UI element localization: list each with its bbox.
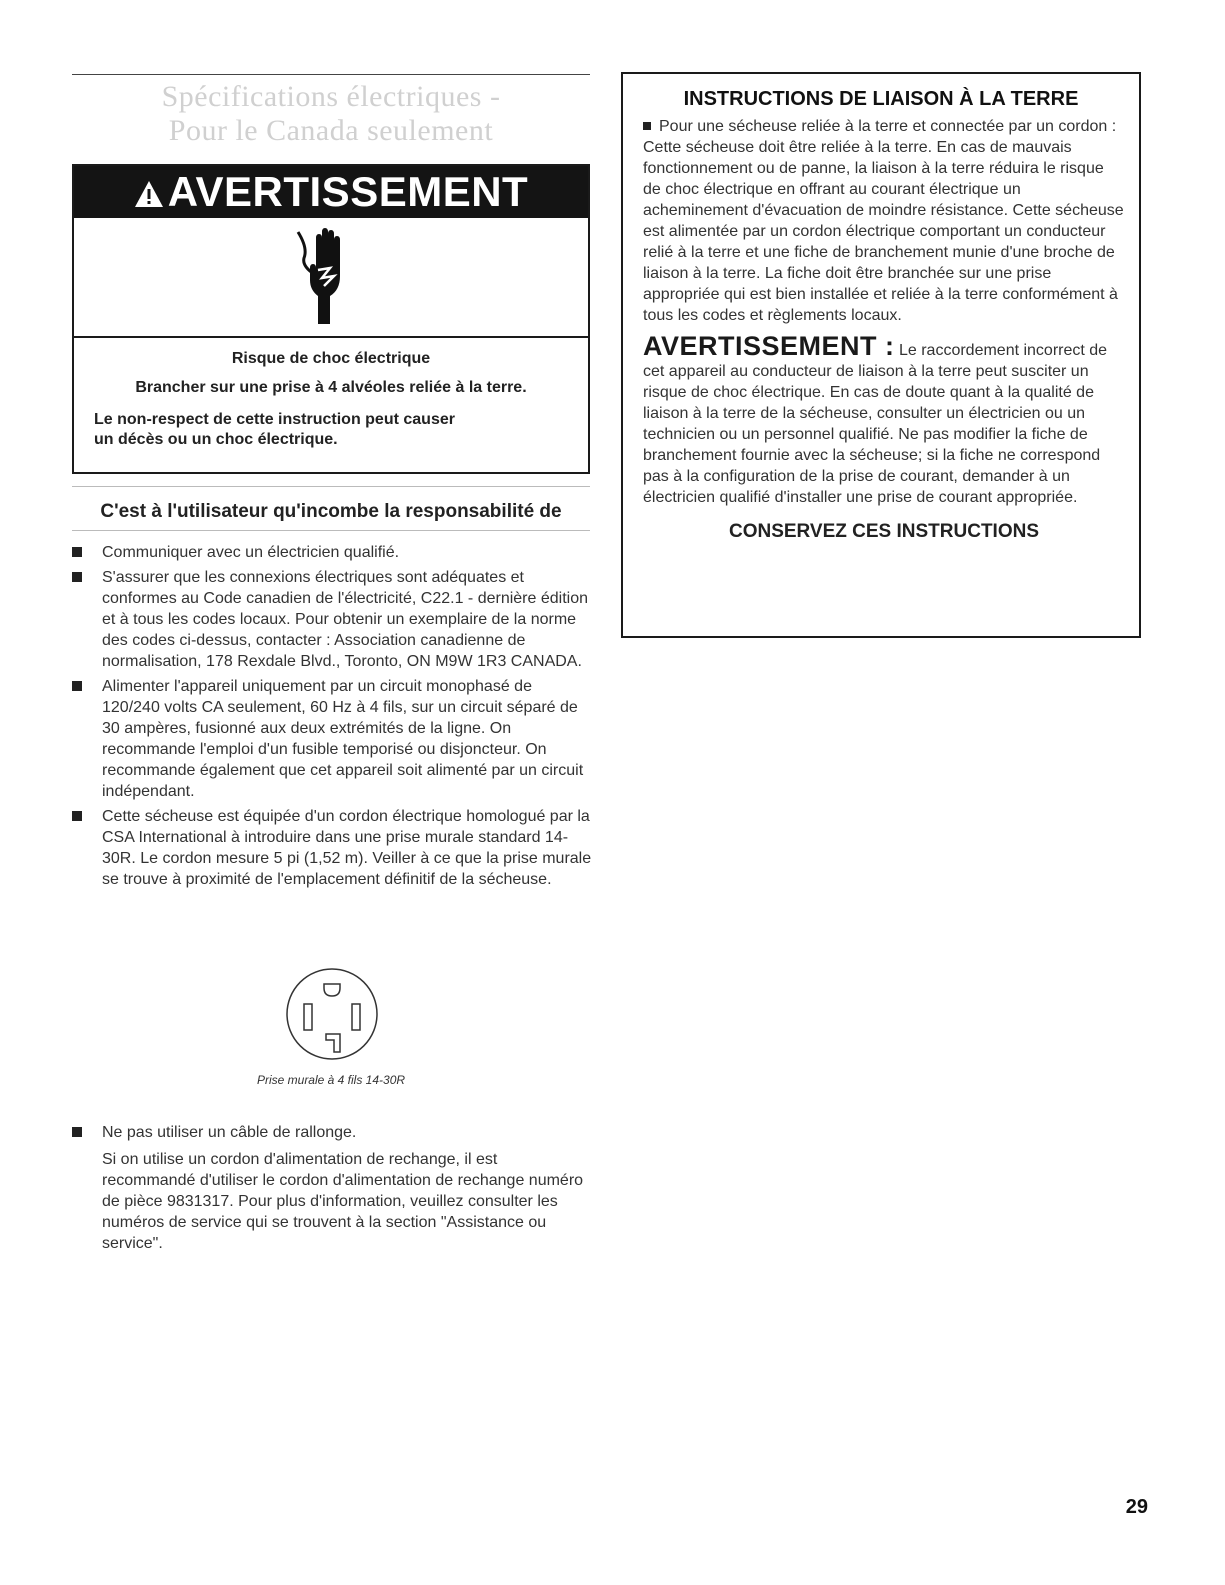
shock-hand-icon bbox=[294, 224, 358, 328]
warning-header bbox=[74, 166, 588, 218]
grounding-warning-head: AVERTISSEMENT : bbox=[643, 331, 895, 361]
section-title-line2: Pour le Canada seulement bbox=[168, 114, 494, 147]
bullet-square-icon bbox=[643, 122, 651, 130]
warning-text bbox=[74, 338, 588, 450]
bullet-square-icon bbox=[72, 572, 82, 582]
list-item-text: S'assurer que les connexions électriques sont adéquates et conformes au Code canadien de l'électricité, C22.1 - dernière édition et à tous les codes locaux. Pour obtenir un exemplaire de la norme des codes ci-dessus, contacter : Association canadienne de normalisation, 178 Rexdale Blvd., Toronto, ON M9W 1R3 CANADA. bbox=[102, 569, 588, 670]
grounding-body bbox=[623, 112, 1139, 544]
grounding-warning bbox=[643, 332, 1125, 508]
page-number: 29 bbox=[1125, 1496, 1148, 1518]
grounding-bullet bbox=[643, 116, 1125, 137]
list-item-text: Alimenter l'appareil uniquement par un circuit monophasé de 120/240 volts CA seulement, 60 Hz à 4 fils, sur un circuit séparé de 30 ampères, fusionné aux deux extrémités de la ligne. On recommande l'emploi d'un fusible temporisé ou disjoncteur. On recommande également que cet appareil soit alimenté par un circuit indépendant. bbox=[102, 678, 584, 800]
warning-header-text: AVERTISSEMENT bbox=[167, 168, 529, 215]
bullet-square-icon bbox=[72, 681, 82, 691]
top-rule bbox=[72, 74, 590, 75]
warning-consequence bbox=[74, 410, 588, 450]
list-item bbox=[72, 806, 592, 890]
list-item bbox=[72, 676, 592, 802]
warning-risk: Risque de choc électrique bbox=[231, 350, 431, 367]
list-item bbox=[72, 567, 592, 672]
grounding-box bbox=[621, 72, 1141, 638]
bullet-square-icon bbox=[72, 1127, 82, 1137]
list-item-text: Cette sécheuse est équipée d'un cordon électrique homologué par la CSA International à introduire dans une prise murale standard 14-30R. Le cordon mesure 5 pi (1,52 m). Veiller à ce que la prise murale se trouve à proximité de l'emplacement définitif de la sécheuse. bbox=[102, 808, 592, 888]
section-title bbox=[72, 80, 590, 148]
grounding-warning-text: Le raccordement incorrect de cet appareil au conducteur de liaison à la terre peut susciter un risque de choc électrique. En cas de doute quant à la qualité de liaison à la terre de la sécheuse, consulter un électricien ou un technicien ou un personnel qualifié. Ne pas modifier la fiche de branchement fournie avec la sécheuse; si la fiche ne correspond pas à la configuration de la prise de courant, demander à un électricien qualifié d'installer une prise de courant appropriée. bbox=[643, 342, 1108, 506]
warning-consequence-line1: Le non-respect de cette instruction peut causer bbox=[94, 411, 455, 428]
bullet-square-icon bbox=[72, 811, 82, 821]
list-item-text: Ne pas utiliser un câble de rallonge. bbox=[102, 1124, 357, 1141]
extension-detail: Si on utilise un cordon d'alimentation de rechange, il est recommandé d'utiliser le cordon d'alimentation de rechange numéro de pièce 9831317. Pour plus d'information, veuillez consulter les numéros de service qui se trouvent à la section "Assistance ou service". bbox=[102, 1151, 584, 1252]
keep-instructions: CONSERVEZ CES INSTRUCTIONS bbox=[728, 521, 1040, 542]
grounding-paragraph: Cette sécheuse doit être reliée à la terre. En cas de mauvais fonctionnement ou de panne, la liaison à la terre réduira le risque de choc électrique en offrant au courant électrique un acheminement d'évacuation de moindre résistance. Cette sécheuse est alimentée par un cordon électrique comportant un conducteur relié à la terre et une fiche de branchement munie d'une broche de liaison à la terre. La fiche doit être branchée sur une prise appropriée qui est bien installée et reliée à la terre conformément à tous les codes et règlements locaux. bbox=[643, 139, 1124, 324]
warning-box bbox=[72, 164, 590, 474]
list-item bbox=[72, 1122, 592, 1143]
outlet-caption: Prise murale à 4 fils 14-30R bbox=[256, 1073, 406, 1087]
warning-instruction: Brancher sur une prise à 4 alvéoles reliée à la terre. bbox=[135, 379, 527, 396]
responsibility-title: C'est à l'utilisateur qu'incombe la responsabilité de bbox=[100, 501, 562, 522]
bullet-square-icon bbox=[72, 547, 82, 557]
warning-icon-area bbox=[74, 218, 588, 338]
warning-triangle-icon bbox=[134, 169, 164, 221]
divider bbox=[72, 486, 590, 487]
list-item bbox=[72, 542, 592, 563]
section-title-line1: Spécifications électriques - bbox=[161, 80, 501, 113]
extension-section bbox=[72, 1122, 592, 1254]
grounding-bullet-text: Pour une sécheuse reliée à la terre et connectée par un cordon : bbox=[659, 118, 1117, 135]
warning-consequence-line2: un décès ou un choc électrique. bbox=[94, 431, 338, 448]
outlet-14-30r-icon bbox=[284, 966, 380, 1062]
grounding-title: INSTRUCTIONS DE LIAISON À LA TERRE bbox=[683, 88, 1079, 110]
list-item-text: Communiquer avec un électricien qualifié. bbox=[102, 544, 400, 561]
responsibility-list bbox=[72, 542, 592, 894]
divider bbox=[72, 530, 590, 531]
